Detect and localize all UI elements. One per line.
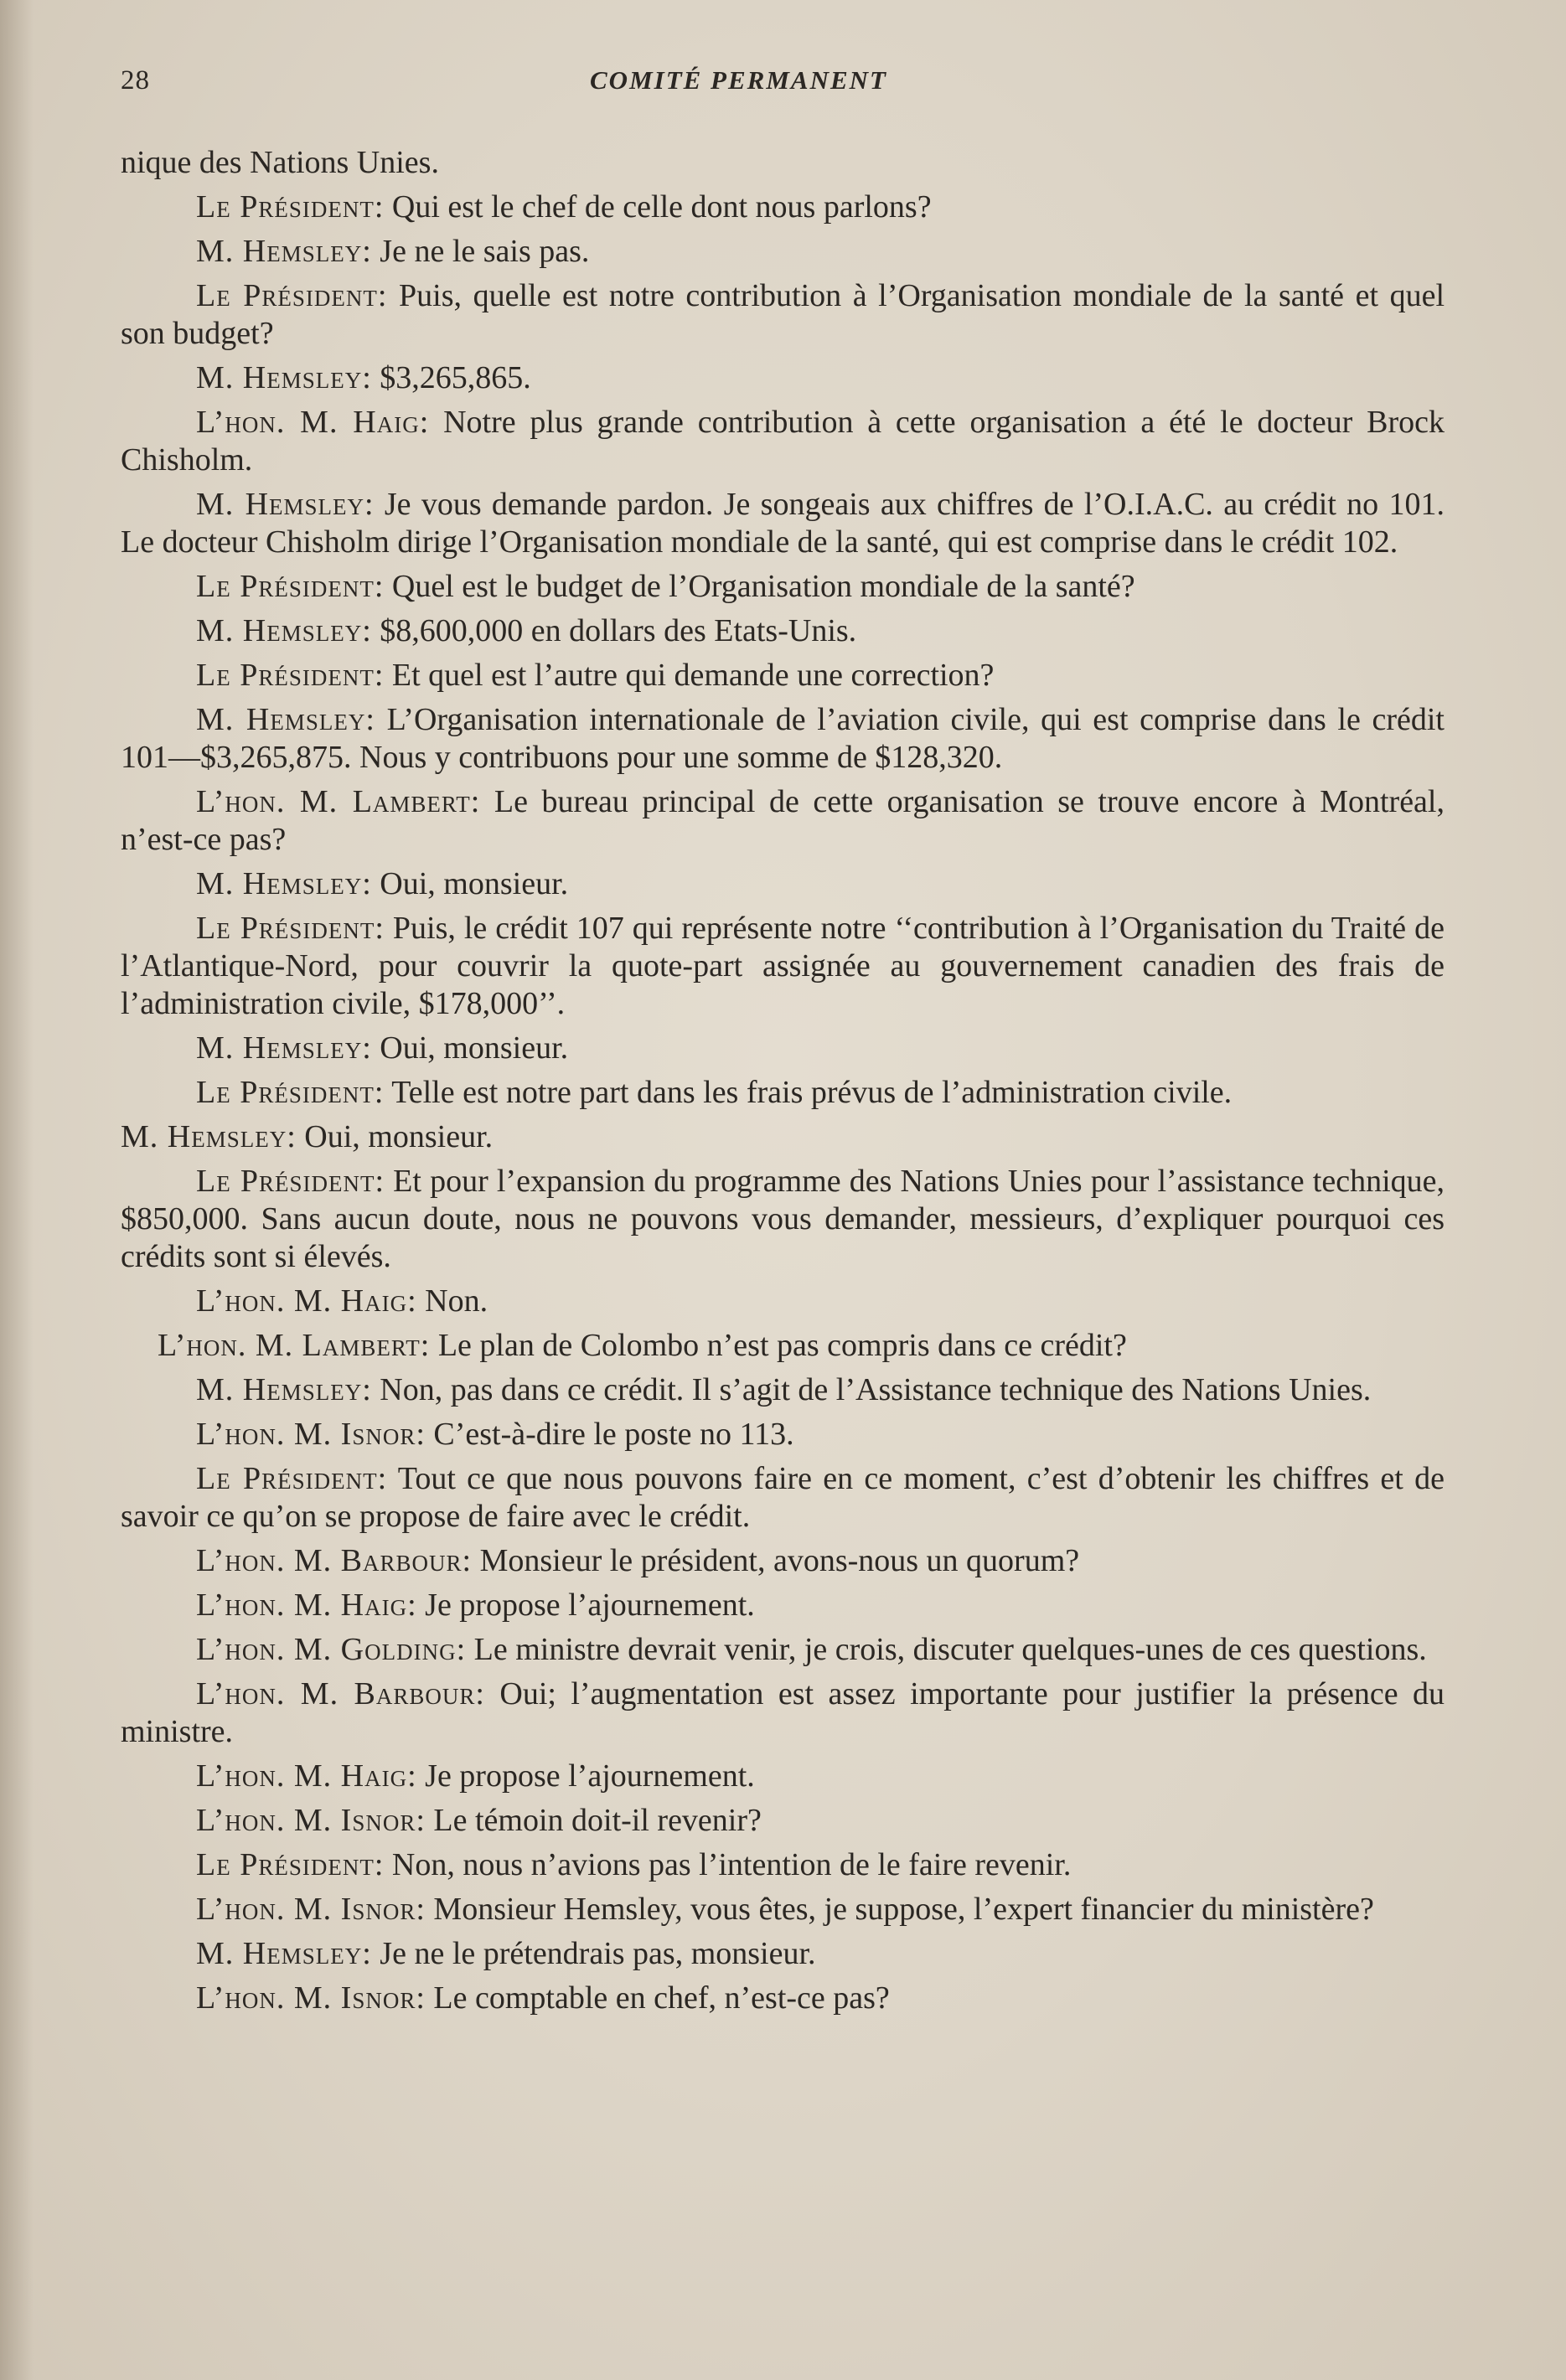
speaker-label: Le Président: (196, 911, 385, 946)
speaker-label: Le Président: (196, 1075, 385, 1110)
paragraph (121, 404, 1445, 479)
paragraph (121, 657, 1445, 694)
paragraph-text: Et quel est l’autre qui demande une correction? (384, 658, 995, 693)
paragraph-text: Je vous demande pardon. Je songeais aux chiffres de l’O.I.A.C. au crédit no 101. Le docteur Chisholm dirige l’Organisation mondiale de la santé, qui est comprise dans le crédit 102. (121, 487, 1445, 560)
speaker-label: L’hon. M. Barbour: (196, 1543, 473, 1578)
speaker-label: Le Président: (196, 569, 385, 604)
paragraph (121, 1371, 1445, 1409)
speaker-label: M. Hemsley: (196, 234, 372, 269)
paragraph-text: Oui; l’augmentation est assez importante pour justifier la présence du ministre. (121, 1676, 1445, 1749)
paragraph (121, 910, 1445, 1023)
paragraph (121, 1802, 1445, 1840)
speaker-label: L’hon. M. Isnor: (196, 1980, 426, 2016)
paragraph (121, 1587, 1445, 1624)
speaker-label: Le Président: (196, 1461, 388, 1496)
paragraph-text: Non. (416, 1283, 488, 1319)
paragraph-text: Et pour l’expansion du programme des Nations Unies pour l’assistance technique, $850,000. Sans aucun doute, nous ne pouvons vous demander, messieurs, d’expliquer pourquoi ces crédits sont si élevés. (121, 1164, 1445, 1274)
paragraph (121, 1758, 1445, 1795)
paragraph-text: Le ministre devrait venir, je crois, discuter quelques-unes de ces questions. (466, 1632, 1427, 1667)
paragraph-text: Notre plus grande contribution à cette organisation a été le docteur Brock Chisholm. (121, 405, 1445, 478)
paragraph-text: Le comptable en chef, n’est-ce pas? (425, 1980, 890, 2016)
paragraph-text: nique des Nations Unies. (121, 145, 439, 180)
paragraph (121, 1675, 1445, 1751)
paragraph (121, 1631, 1445, 1669)
speaker-label: Le Président: (196, 278, 388, 313)
speaker-label: Le Président: (196, 1847, 385, 1882)
speaker-label: L’hon. M. Haig: (196, 1758, 417, 1794)
speaker-label: M. Hemsley: (196, 1030, 372, 1066)
speaker-label: M. Hemsley: (121, 1119, 297, 1154)
speaker-label: M. Hemsley: (196, 702, 375, 737)
paragraph (121, 1846, 1445, 1884)
paragraph-text: Quel est le budget de l’Organisation mondiale de la santé? (384, 569, 1135, 604)
speaker-label: Le Président: (196, 1164, 385, 1199)
paragraph (121, 1327, 1445, 1365)
paragraph (121, 1030, 1445, 1067)
speaker-label: L’hon. M. Lambert: (196, 784, 481, 819)
speaker-label: Le Président: (196, 189, 385, 225)
paragraph (121, 277, 1445, 353)
paragraph-text: Oui, monsieur. (371, 866, 569, 901)
paragraph (121, 1118, 1445, 1156)
speaker-label: Le Président: (196, 658, 385, 693)
speaker-label: L’hon. M. Lambert: (158, 1328, 431, 1363)
paragraph-text: Le témoin doit-il revenir? (425, 1803, 762, 1838)
paragraph (121, 233, 1445, 271)
speaker-label: M. Hemsley: (196, 613, 372, 648)
paragraph-text: Oui, monsieur. (371, 1030, 569, 1066)
paragraph-text: Le bureau principal de cette organisation se trouve encore à Montréal, n’est-ce pas? (121, 784, 1445, 857)
paragraph-text: Puis, quelle est notre contribution à l’Organisation mondiale de la santé et quel son budget? (121, 278, 1445, 351)
paragraph-text: Non, nous n’avions pas l’intention de le faire revenir. (384, 1847, 1072, 1882)
paragraph (121, 486, 1445, 561)
speaker-label: L’hon. M. Isnor: (196, 1803, 426, 1838)
paragraph-text: Puis, le crédit 107 qui représente notre ‘‘contribution à l’Organisation du Traité de l’Atlantique-Nord, pour couvrir la quote-part assignée au gouvernement canadien des frais de l’administration civile, $178,000’’. (121, 911, 1445, 1021)
paragraph (121, 1935, 1445, 1973)
speaker-label: L’hon. M. Haig: (196, 405, 430, 440)
speaker-label: M. Hemsley: (196, 360, 372, 395)
paragraph (121, 1163, 1445, 1276)
paragraph-text: Monsieur Hemsley, vous êtes, je suppose, l’expert financier du ministère? (425, 1892, 1374, 1927)
paragraph-text: Je ne le sais pas. (371, 234, 590, 269)
paragraph-text: Non, pas dans ce crédit. Il s’agit de l’Assistance technique des Nations Unies. (371, 1372, 1372, 1407)
paragraph (121, 1891, 1445, 1928)
paragraph-text: Je propose l’ajournement. (416, 1758, 755, 1794)
paragraph-text: Oui, monsieur. (296, 1119, 494, 1154)
speaker-label: L’hon. M. Isnor: (196, 1417, 426, 1452)
paragraph (121, 144, 1445, 182)
paragraph (121, 1460, 1445, 1536)
paragraph (121, 783, 1445, 859)
paragraph (121, 612, 1445, 650)
paragraph (121, 1980, 1445, 2017)
speaker-label: M. Hemsley: (196, 1372, 372, 1407)
speaker-label: M. Hemsley: (196, 866, 372, 901)
speaker-label: M. Hemsley: (196, 487, 375, 522)
paragraph (121, 1542, 1445, 1580)
paragraph (121, 1074, 1445, 1112)
speaker-label: L’hon. M. Isnor: (196, 1892, 426, 1927)
paragraph-text: C’est-à-dire le poste no 113. (425, 1417, 794, 1452)
paragraph-text: Le plan de Colombo n’est pas compris dans ce crédit? (430, 1328, 1127, 1363)
page-header (121, 65, 1445, 107)
paragraph-text: Tout ce que nous pouvons faire en ce moment, c’est d’obtenir les chiffres et de savoir ce qu’on se propose de faire avec le crédit. (121, 1461, 1445, 1534)
transcript-body (121, 144, 1445, 2024)
speaker-label: L’hon. M. Barbour: (196, 1676, 485, 1711)
speaker-label: M. Hemsley: (196, 1936, 372, 1971)
page-edge-shadow (0, 0, 34, 2380)
speaker-label: L’hon. M. Haig: (196, 1588, 417, 1623)
paragraph (121, 865, 1445, 903)
paragraph (121, 1416, 1445, 1453)
paragraph-text: $3,265,865. (371, 360, 531, 395)
paragraph-text: L’Organisation internationale de l’aviation civile, qui est comprise dans le crédit 101—$3,265,875. Nous y contribuons pour une somme de $128,320. (121, 702, 1445, 775)
paragraph-text: $8,600,000 en dollars des Etats-Unis. (371, 613, 857, 648)
paragraph-text: Telle est notre part dans les frais prévus de l’administration civile. (384, 1075, 1233, 1110)
page-number: 28 (121, 65, 150, 96)
speaker-label: L’hon. M. Golding: (196, 1632, 467, 1667)
paragraph-text: Je propose l’ajournement. (416, 1588, 755, 1623)
running-title: COMITÉ PERMANENT (590, 65, 887, 95)
paragraph (121, 568, 1445, 606)
paragraph (121, 701, 1445, 777)
paragraph (121, 188, 1445, 226)
paragraph-text: Qui est le chef de celle dont nous parlons? (384, 189, 932, 225)
paragraph-text: Monsieur le président, avons-nous un quorum? (472, 1543, 1080, 1578)
speaker-label: L’hon. M. Haig: (196, 1283, 417, 1319)
paragraph (121, 1283, 1445, 1320)
paragraph (121, 359, 1445, 397)
paragraph-text: Je ne le prétendrais pas, monsieur. (371, 1936, 816, 1971)
